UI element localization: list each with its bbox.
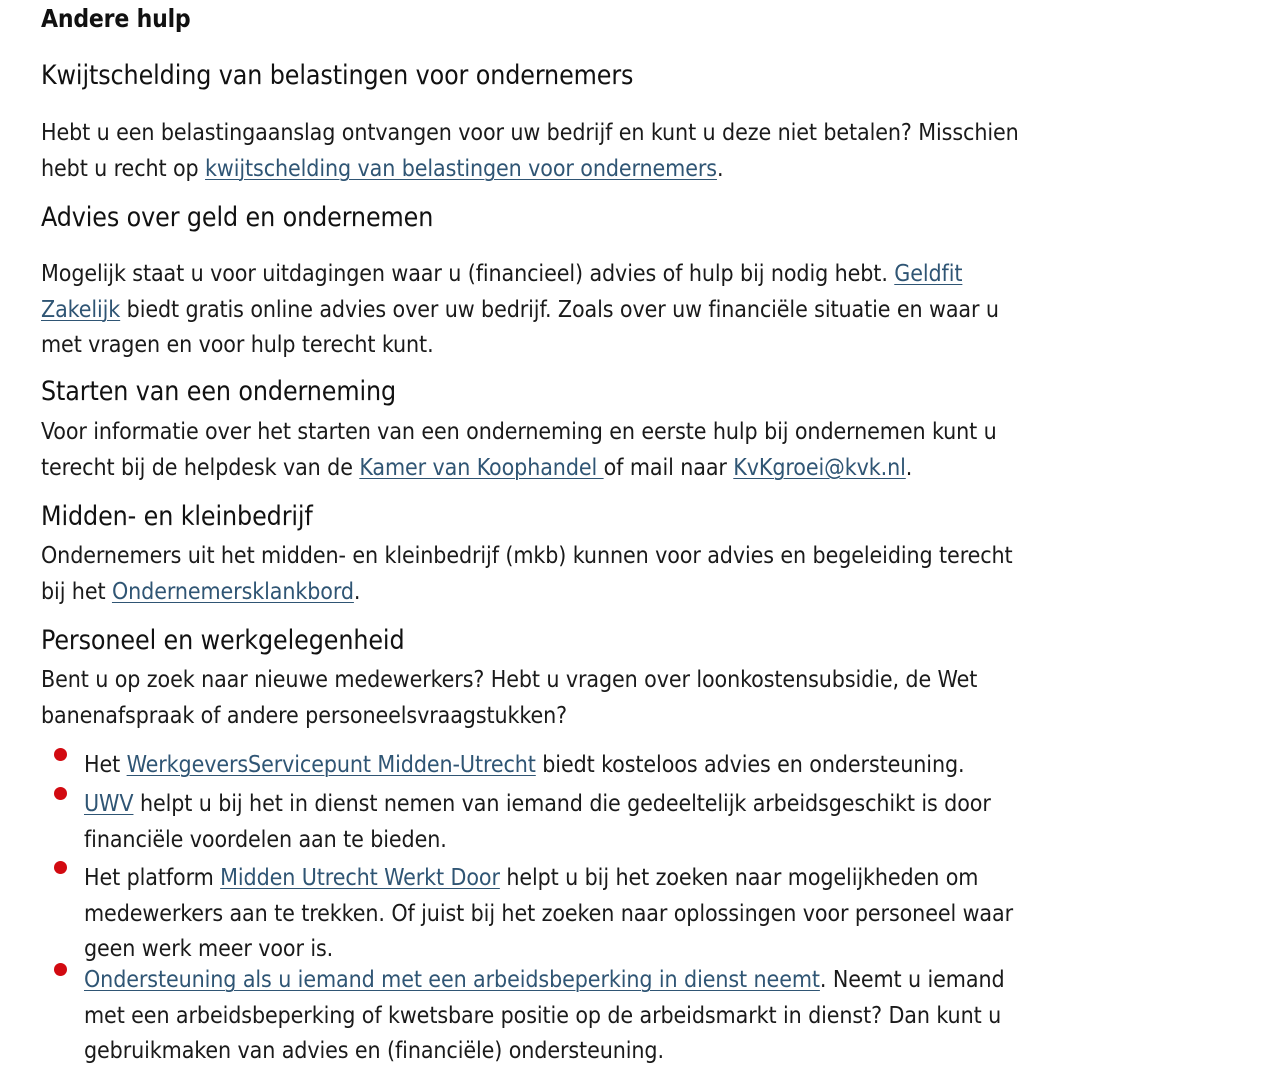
text-line — [41, 116, 1019, 152]
inline-text: Het — [84, 752, 127, 778]
inline-text: met een arbeidsbeperking of kwetsbare positie op de arbeidsmarkt in dienst? Dan kunt u — [84, 1002, 1002, 1029]
inline-link[interactable]: Ondernemersklankbord — [111, 578, 354, 605]
inline-link[interactable]: Zakelijk — [41, 296, 121, 323]
section-heading-mkb: Midden- en kleinbedrijf — [41, 501, 313, 532]
text-line — [84, 963, 1005, 999]
inline-text: medewerkers aan te trekken. Of juist bij het zoeken naar oplossingen voor personeel waar — [84, 900, 1013, 927]
text-line — [84, 823, 991, 859]
text-line — [41, 539, 1013, 575]
text-line — [41, 415, 997, 451]
text-line — [84, 861, 1013, 897]
text-line — [41, 575, 1013, 611]
inline-text: . Neemt u iemand — [819, 967, 1005, 993]
bullet-dot-icon — [54, 861, 67, 874]
inline-text: terecht bij de helpdesk van de — [41, 454, 360, 481]
inline-text: . — [716, 155, 724, 182]
section-heading-advies: Advies over geld en ondernemen — [41, 202, 434, 233]
section-heading-personeel: Personeel en werkgelegenheid — [41, 625, 405, 656]
text-line — [84, 748, 964, 784]
inline-link[interactable]: Geldfit — [894, 261, 963, 287]
text-line — [84, 787, 991, 823]
inline-link[interactable]: WerkgeversServicepunt Midden-Utrecht — [126, 752, 536, 778]
inline-link[interactable]: kwijtschelding van belastingen voor ondernemers — [205, 155, 717, 182]
text-line — [41, 699, 977, 735]
text-line — [41, 663, 977, 699]
section-paragraph-mkb — [41, 539, 1013, 610]
text-line — [41, 293, 999, 329]
inline-text: financiële voordelen aan te bieden. — [84, 826, 447, 853]
inline-text: . — [353, 578, 361, 605]
list-item-text — [84, 963, 1005, 1070]
text-line — [84, 897, 1013, 933]
inline-text: helpt u bij het zoeken naar mogelijkheden om — [499, 865, 979, 891]
list-item-text — [84, 787, 991, 858]
section-paragraph-advies — [41, 257, 999, 364]
section-paragraph-kwijtschelding — [41, 116, 1019, 187]
inline-text: biedt kosteloos advies en ondersteuning. — [535, 752, 965, 778]
inline-link[interactable]: KvKgroei@kvk.nl — [733, 454, 906, 481]
list-item-text — [84, 748, 964, 784]
inline-text: met vragen en voor hulp terecht kunt. — [41, 332, 434, 358]
section-heading-kwijtschelding: Kwijtschelding van belastingen voor ondernemers — [41, 60, 634, 91]
inline-text: gebruikmaken van advies en (financiële) ondersteuning. — [84, 1038, 664, 1064]
section-paragraph-starten — [41, 415, 997, 486]
text-line — [84, 1034, 1005, 1070]
text-line — [41, 152, 1019, 188]
inline-text: Mogelijk staat u voor uitdagingen waar u (financieel) advies of hulp bij nodig hebt. — [41, 261, 895, 287]
inline-text: Voor informatie over het starten van een onderneming en eerste hulp bij ondernemen kunt u — [41, 419, 997, 445]
inline-text: Het platform — [84, 865, 221, 891]
inline-text: geen werk meer voor is. — [84, 936, 334, 962]
section-paragraph-personeel — [41, 663, 977, 734]
text-line — [41, 328, 999, 364]
inline-link[interactable]: Kamer van Koophandel — [359, 454, 604, 481]
inline-text: Hebt u een belastingaanslag ontvangen voor uw bedrijf en kunt u deze niet betalen? Misschien — [41, 120, 1019, 146]
section-heading-starten: Starten van een onderneming — [41, 376, 397, 407]
inline-text: . — [905, 454, 913, 481]
inline-link[interactable]: UWV — [84, 791, 134, 817]
inline-text: of mail naar — [603, 454, 734, 481]
text-line — [84, 999, 1005, 1035]
text-line — [41, 257, 999, 293]
page-title: Andere hulp — [41, 4, 191, 33]
bullet-dot-icon — [54, 963, 67, 976]
list-item-text — [84, 861, 1013, 968]
text-line — [41, 451, 997, 487]
inline-text: Ondernemers uit het midden- en kleinbedrijf (mkb) kunnen voor advies en begeleiding terecht — [41, 543, 1013, 569]
inline-text: Bent u op zoek naar nieuwe medewerkers? Hebt u vragen over loonkostensubsidie, de Wet — [41, 667, 978, 693]
inline-text: hebt u recht op — [41, 155, 206, 182]
inline-text: biedt gratis online advies over uw bedrijf. Zoals over uw financiële situatie en waar u — [120, 296, 999, 323]
inline-text: bij het — [41, 578, 112, 605]
inline-text: helpt u bij het in dienst nemen van iemand die gedeeltelijk arbeidsgeschikt is door — [133, 791, 991, 817]
inline-link[interactable]: Midden Utrecht Werkt Door — [220, 865, 500, 891]
inline-link[interactable]: Ondersteuning als u iemand met een arbeidsbeperking in dienst neemt — [84, 967, 820, 993]
bullet-dot-icon — [54, 787, 67, 800]
inline-text: banenafspraak of andere personeelsvraagstukken? — [41, 702, 568, 729]
bullet-dot-icon — [54, 748, 67, 761]
